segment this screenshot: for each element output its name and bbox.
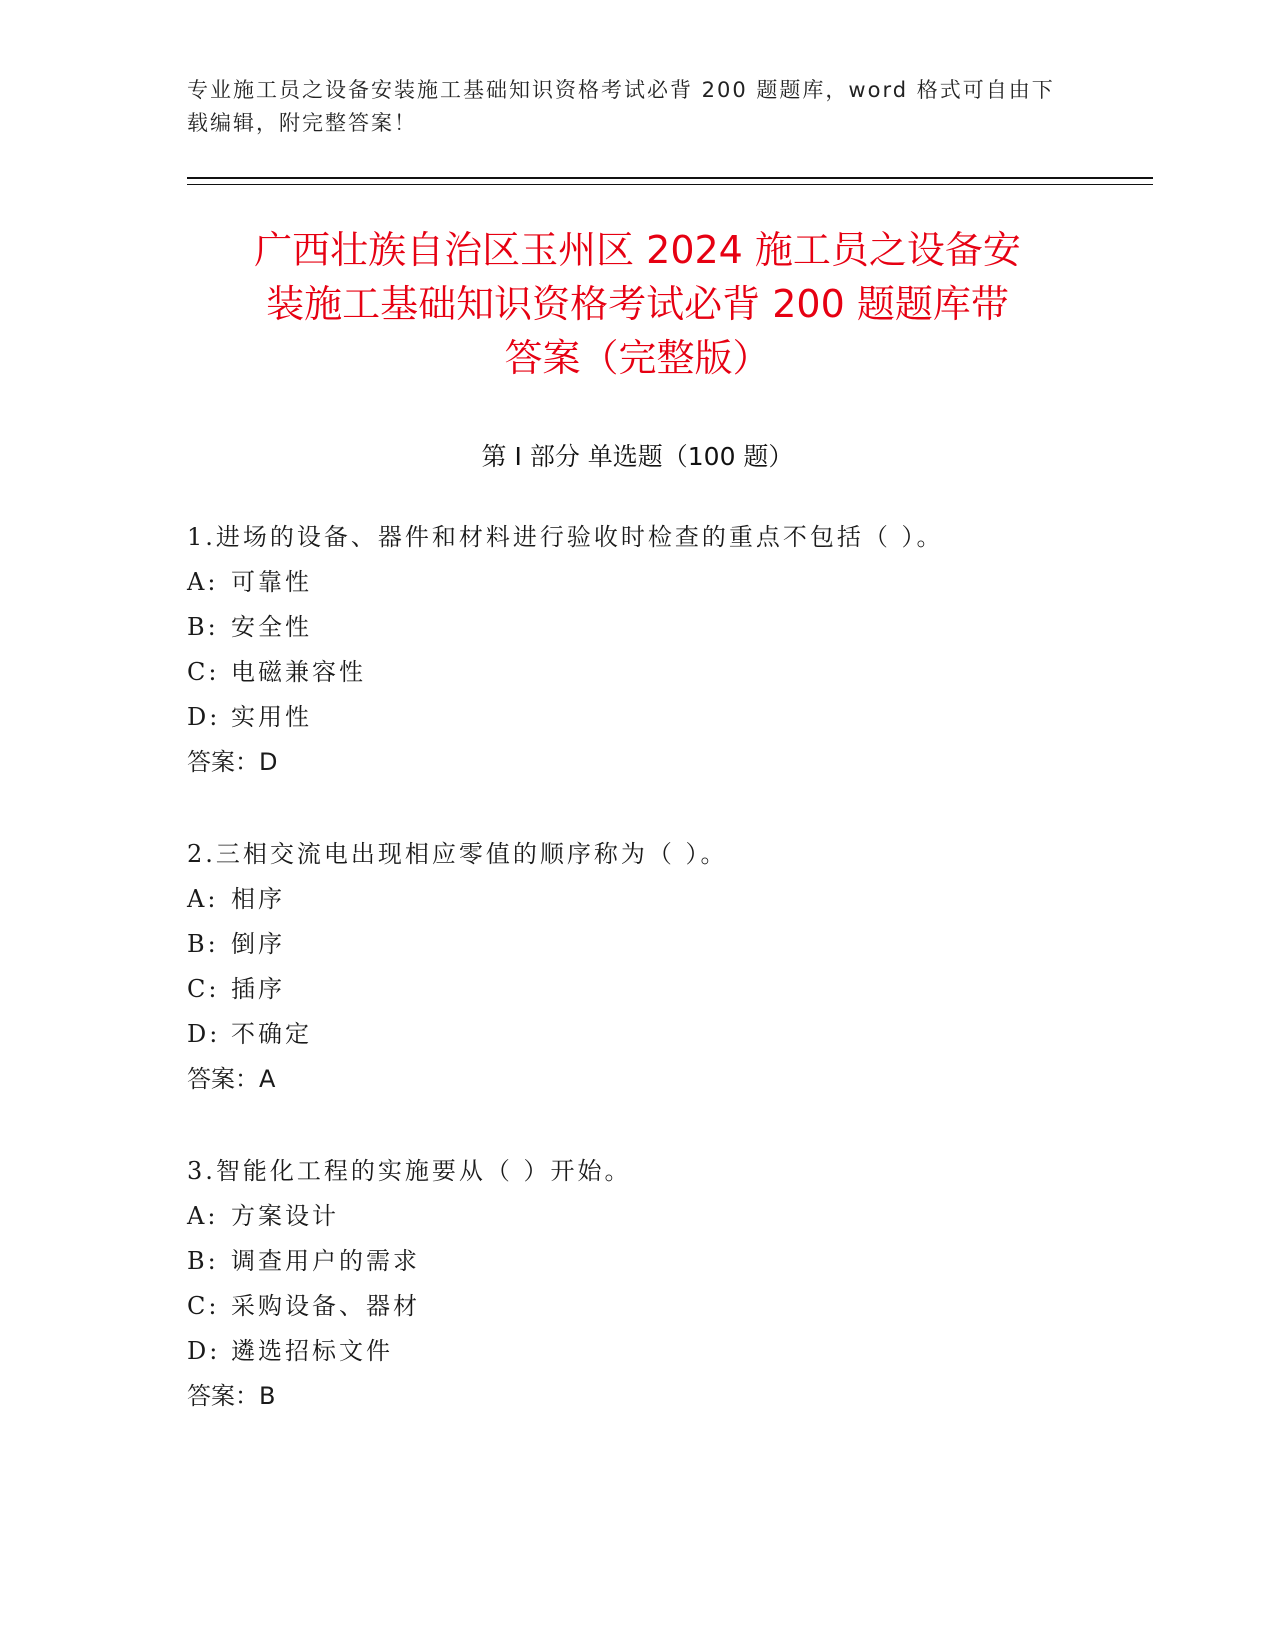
option-text: 相序 — [231, 885, 285, 913]
option-c — [187, 650, 1167, 695]
header-note: 专业施工员之设备安装施工基础知识资格考试必背 200 题题库，word 格式可自由下载编辑，附完整答案！ — [187, 78, 1055, 135]
question-1 — [187, 515, 1167, 785]
option-text: 插序 — [231, 975, 285, 1003]
option-key: A: — [187, 885, 219, 913]
question-text: 2.三相交流电出现相应零值的顺序称为（ ）。 — [187, 840, 728, 868]
option-c — [187, 967, 1167, 1012]
option-key: B: — [187, 1247, 219, 1275]
option-text: 调查用户的需求 — [231, 1247, 420, 1275]
title-line-1: 广西壮族自治区玉州区 2024 施工员之设备安 — [254, 228, 1021, 272]
option-a — [187, 560, 1167, 605]
option-key: C: — [187, 658, 220, 686]
title-line-3: 答案（完整版） — [504, 336, 771, 380]
section-heading: 第 I 部分 单选题（100 题） — [481, 442, 794, 471]
option-key: B: — [187, 613, 219, 641]
option-key: C: — [187, 1292, 220, 1320]
header-rule-thin — [187, 184, 1153, 185]
question-text: 3.智能化工程的实施要从（ ）开始。 — [187, 1157, 632, 1185]
title-line-2: 装施工基础知识资格考试必背 200 题题库带 — [266, 282, 1009, 326]
option-key: D: — [187, 703, 221, 731]
option-d — [187, 1012, 1167, 1057]
option-key: C: — [187, 975, 220, 1003]
header-rule-thick — [187, 177, 1153, 179]
option-text: 遴选招标文件 — [231, 1337, 393, 1365]
document-title — [150, 223, 1125, 385]
option-text: 不确定 — [231, 1020, 312, 1048]
answer: 答案：A — [187, 1065, 276, 1093]
option-key: D: — [187, 1337, 221, 1365]
answer: 答案：D — [187, 748, 278, 776]
answer: 答案：B — [187, 1382, 276, 1410]
option-d — [187, 695, 1167, 740]
option-a — [187, 1194, 1167, 1239]
option-text: 安全性 — [231, 613, 312, 641]
option-d — [187, 1329, 1167, 1374]
option-b — [187, 1239, 1167, 1284]
option-key: B: — [187, 930, 219, 958]
option-text: 倒序 — [231, 930, 285, 958]
option-b — [187, 922, 1167, 967]
option-text: 采购设备、器材 — [231, 1292, 420, 1320]
option-text: 方案设计 — [231, 1202, 339, 1230]
option-text: 可靠性 — [231, 568, 312, 596]
option-a — [187, 877, 1167, 922]
option-text: 实用性 — [231, 703, 312, 731]
option-text: 电磁兼容性 — [231, 658, 366, 686]
option-key: A: — [187, 568, 219, 596]
option-b — [187, 605, 1167, 650]
question-3 — [187, 1149, 1167, 1419]
option-c — [187, 1284, 1167, 1329]
question-2 — [187, 832, 1167, 1102]
option-key: A: — [187, 1202, 219, 1230]
option-key: D: — [187, 1020, 221, 1048]
question-text: 1.进场的设备、器件和材料进行验收时检查的重点不包括（ ）。 — [187, 523, 944, 551]
